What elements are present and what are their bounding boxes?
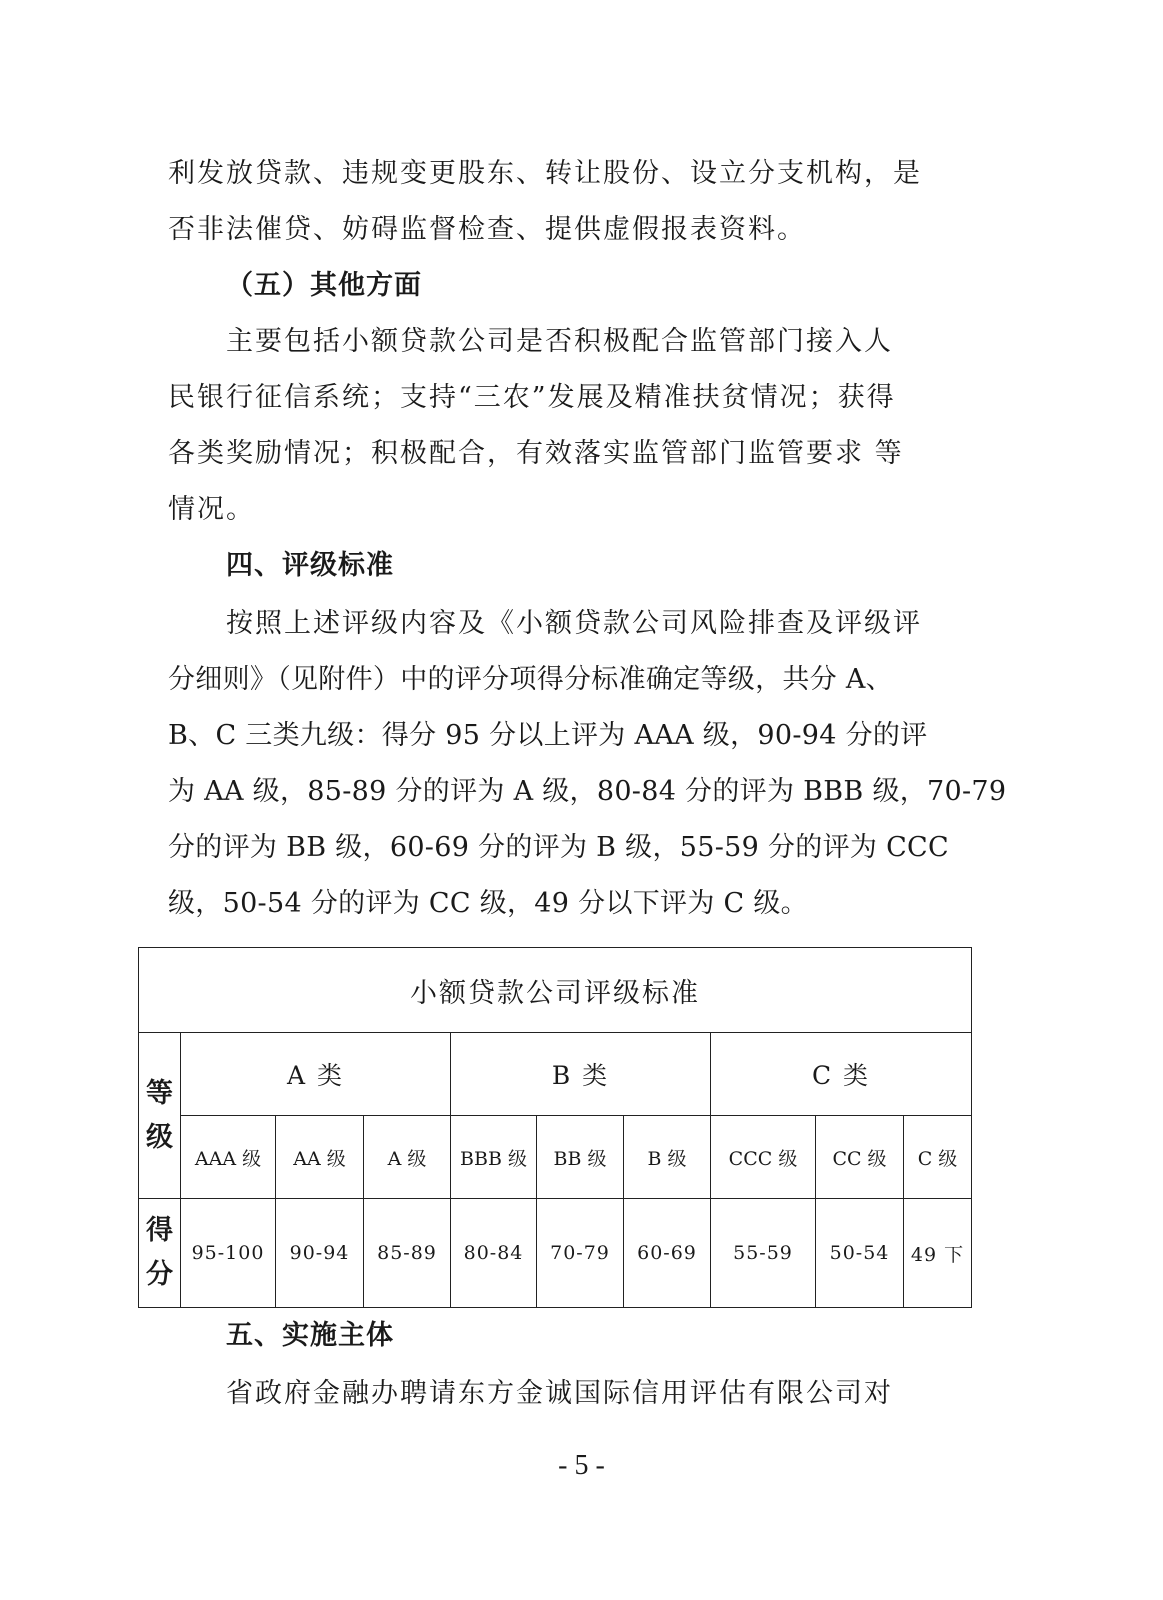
score-cell: 55-59 [711,1199,816,1308]
section-subheading: （五）其他方面 [226,270,422,301]
score-cell: 50-54 [816,1199,904,1308]
class-c-header: C 类 [711,1033,972,1116]
score-cell: 90-94 [276,1199,364,1308]
paragraph-line: 分细则》（见附件）中的评分项得分标准确定等级，共分 A、 [168,664,893,695]
paragraph-line: 利发放贷款、违规变更股东、转让股份、设立分支机构，是 [168,158,922,189]
level-cell: B 级 [624,1116,711,1199]
class-b-header: B 类 [451,1033,711,1116]
paragraph-line: 情况。 [168,494,255,525]
paragraph-line: 主要包括小额贷款公司是否积极配合监管部门接入人 [226,326,893,357]
paragraph-line: 按照上述评级内容及《小额贷款公司风险排查及评级评 [226,608,922,639]
level-cell: CCC 级 [711,1116,816,1199]
paragraph-line: 为 AA 级，85-89 分的评为 A 级，80-84 分的评为 BBB 级，70-79 [168,776,1007,807]
page-number: - 5 - [558,1450,605,1481]
score-cell: 95-100 [181,1199,276,1308]
level-cell: AA 级 [276,1116,364,1199]
paragraph-line: 否非法催贷、妨碍监督检查、提供虚假报表资料。 [168,214,806,245]
level-cell: AAA 级 [181,1116,276,1199]
score-cell: 49 下 [904,1199,972,1308]
paragraph-line: B、C 三类九级：得分 95 分以上评为 AAA 级，90-94 分的评 [168,720,928,751]
grade-header: 等 级 [139,1033,181,1199]
table-caption: 小额贷款公司评级标准 [139,948,972,1033]
score-cell: 85-89 [364,1199,451,1308]
score-cell: 80-84 [451,1199,537,1308]
class-a-header: A 类 [181,1033,451,1116]
level-cell: CC 级 [816,1116,904,1199]
paragraph-line: 各类奖励情况；积极配合，有效落实监管部门监管要求 等 [168,438,904,469]
paragraph-line: 级，50-54 分的评为 CC 级，49 分以下评为 C 级。 [168,888,808,919]
level-cell: BB 级 [537,1116,624,1199]
score-cell: 70-79 [537,1199,624,1308]
section-heading: 四、评级标准 [226,550,394,581]
score-header: 得 分 [139,1199,181,1308]
level-cell: C 级 [904,1116,972,1199]
paragraph-line: 民银行征信系统；支持“三农”发展及精准扶贫情况；获得 [168,382,896,413]
paragraph-line: 分的评为 BB 级，60-69 分的评为 B 级，55-59 分的评为 CCC [168,832,949,863]
level-cell: BBB 级 [451,1116,537,1199]
level-cell: A 级 [364,1116,451,1199]
section-heading: 五、实施主体 [226,1320,394,1351]
rating-standard-table [138,947,972,1308]
paragraph-line: 省政府金融办聘请东方金诚国际信用评估有限公司对 [226,1378,893,1409]
score-cell: 60-69 [624,1199,711,1308]
